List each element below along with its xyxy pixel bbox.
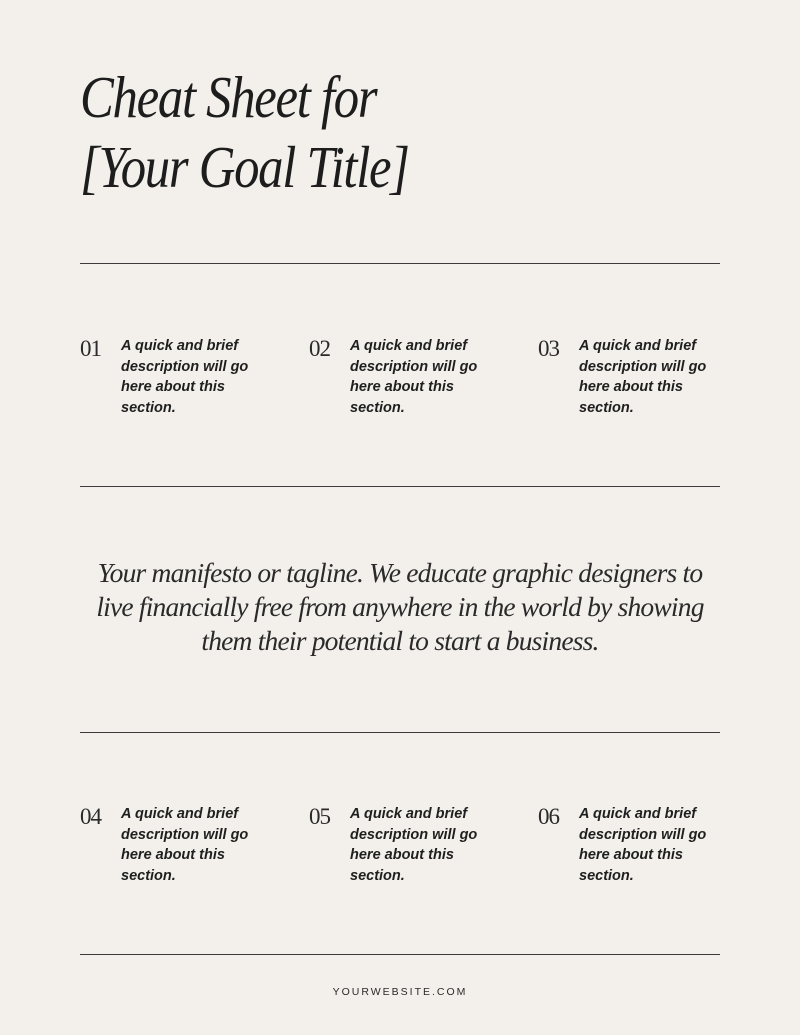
- section-description: A quick and brief description will go here about this section.: [350, 806, 478, 884]
- section-row-top: [80, 336, 720, 436]
- section-item-02: [309, 336, 509, 436]
- divider-3: [80, 732, 720, 733]
- section-row-bottom: [80, 804, 720, 904]
- divider-2: [80, 486, 720, 487]
- section-number: 01: [80, 336, 101, 361]
- section-item-01: [80, 336, 280, 436]
- section-number: 04: [80, 804, 101, 829]
- website-link[interactable]: YOURWEBSITE.COM: [332, 986, 468, 998]
- section-description: A quick and brief description will go here about this section.: [121, 338, 249, 416]
- divider-4: [80, 954, 720, 955]
- title-line-1: Cheat Sheet for: [80, 64, 377, 130]
- section-number: 02: [309, 336, 330, 361]
- divider-1: [80, 263, 720, 264]
- tagline: Your manifesto or tagline. We educate graphic designers to live financially free from anywhere in the world by showing them their potential to start a business.: [96, 557, 704, 656]
- section-number: 03: [538, 336, 559, 361]
- page-title: [80, 62, 630, 202]
- section-number: 06: [538, 804, 559, 829]
- section-item-03: [538, 336, 738, 436]
- section-number: 05: [309, 804, 330, 829]
- section-item-04: [80, 804, 280, 904]
- title-line-2: [Your Goal Title]: [80, 134, 409, 200]
- section-item-06: [538, 804, 738, 904]
- section-description: A quick and brief description will go here about this section.: [350, 338, 478, 416]
- section-item-05: [309, 804, 509, 904]
- section-description: A quick and brief description will go here about this section.: [579, 806, 707, 884]
- section-description: A quick and brief description will go here about this section.: [579, 338, 707, 416]
- section-description: A quick and brief description will go here about this section.: [121, 806, 249, 884]
